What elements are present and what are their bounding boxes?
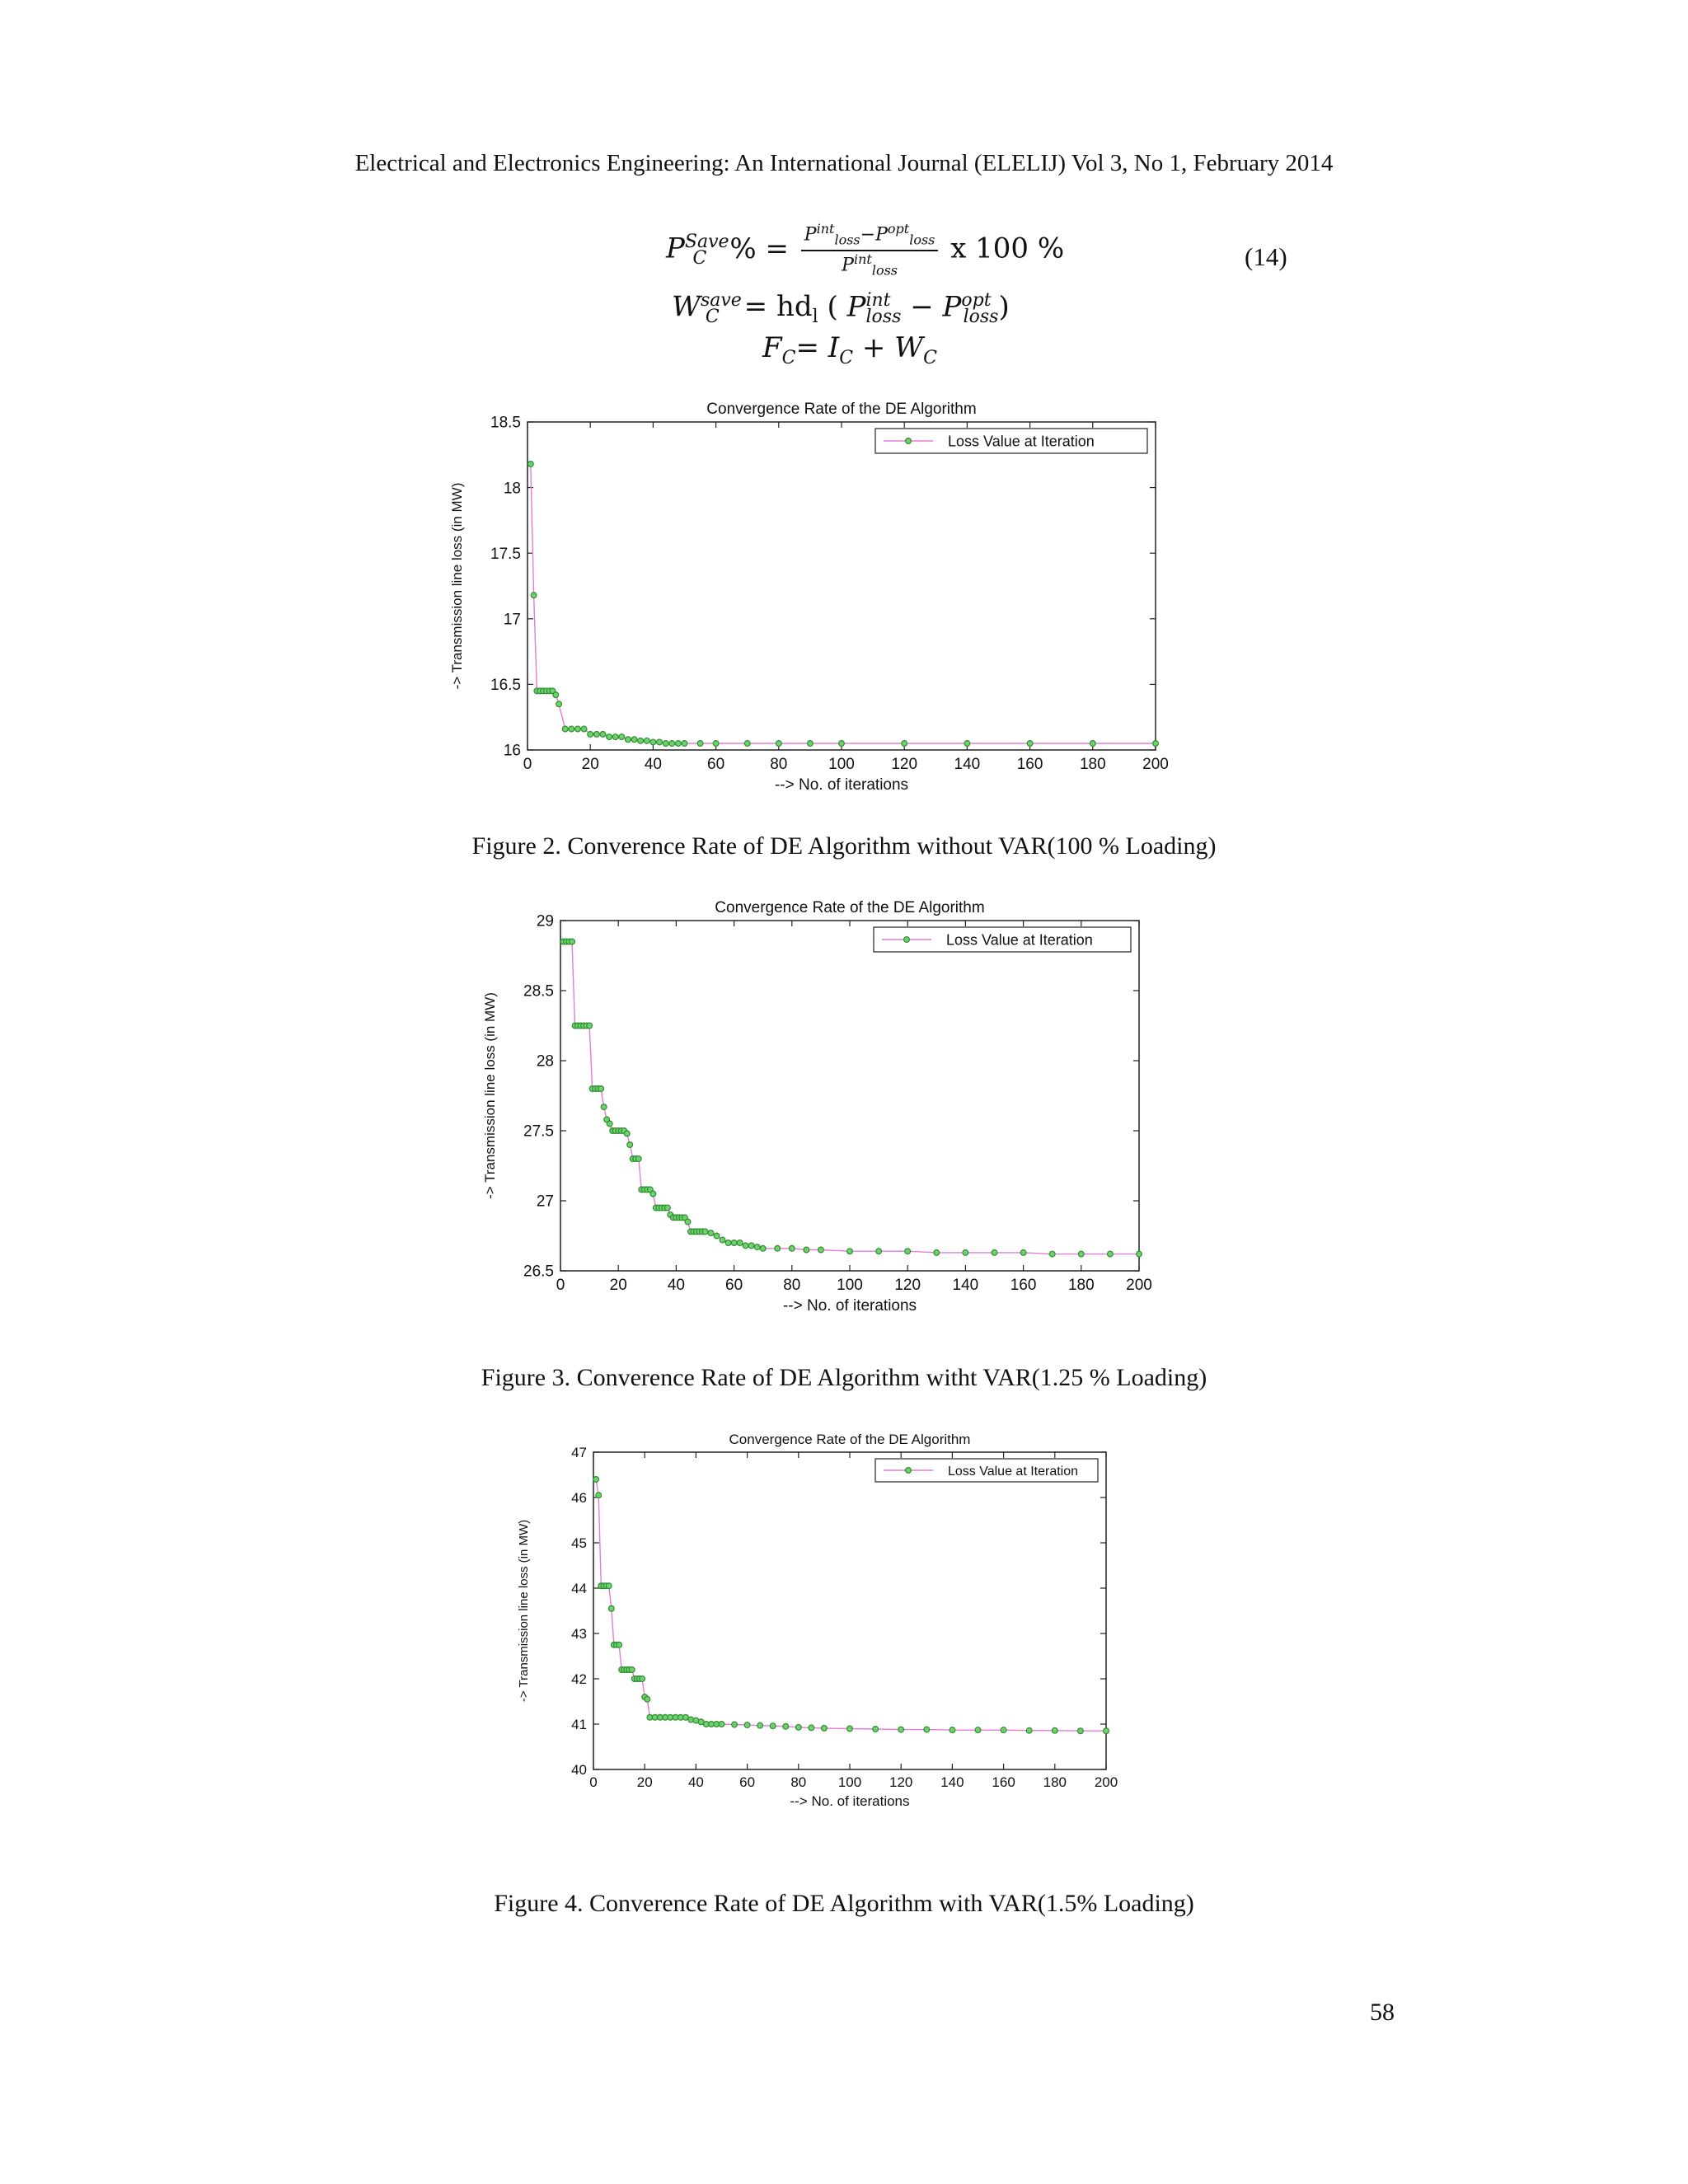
data-point [626,737,631,743]
legend-label: Loss Value at Iteration [946,931,1093,949]
data-point [1090,741,1095,747]
legend-label: Loss Value at Iteration [948,433,1095,450]
y-tick-label: 16.5 [490,677,521,695]
y-tick-label: 18.5 [490,414,521,432]
eq-superscript: int [853,251,872,267]
legend-marker-swatch [904,937,910,943]
equation-line-3 [762,331,937,368]
eq-operator: = [795,331,819,364]
x-tick-label: 60 [739,1774,756,1790]
data-point [644,738,649,743]
data-point [719,1722,724,1727]
data-point [804,1247,809,1253]
data-point [702,1229,708,1235]
y-tick-label: 17.5 [490,545,521,563]
y-tick-label: 43 [571,1625,587,1642]
data-point [1027,741,1033,747]
eq-subscript: loss [963,307,999,328]
plot-frame [593,1452,1106,1769]
eq-fraction-numerator [801,223,939,251]
eq-symbol: P [666,232,685,265]
x-tick-label: 0 [556,1277,565,1294]
eq-symbol: W [672,290,701,324]
data-point [839,741,845,747]
data-point [562,726,568,732]
data-point [624,1131,630,1137]
eq-fraction-denominator [801,251,939,279]
data-point [669,741,675,747]
x-tick-label: 160 [1010,1277,1037,1294]
eq-fraction [801,223,939,278]
data-point [1026,1727,1032,1733]
x-tick-label: 160 [1016,756,1043,773]
data-point [809,1725,814,1731]
eq-superscript: opt [961,290,992,311]
data-point [1108,1251,1114,1257]
journal-header: Electrical and Electronics Engineering: An International Journal (ELELIJ) Vol 3, No 1, February 2014 [354,150,1334,176]
legend-marker-swatch [906,438,912,444]
y-axis-label: -> Transmission line loss (in MW) [517,1519,531,1703]
x-tick-label: 120 [889,1774,913,1790]
data-point [640,1676,645,1682]
data-point [1137,1251,1142,1257]
figure-4-caption: Figure 4. Converence Rate of DE Algorithm with VAR(1.5% Loading) [494,1890,1194,1917]
data-point [600,731,606,737]
eq-subscript: loss [871,262,898,279]
eq-superscript: Save [684,232,729,253]
eq-subscript: C [839,347,854,368]
data-point [588,731,593,737]
data-point [720,1237,725,1243]
data-point [1153,741,1159,747]
y-tick-label: 28.5 [523,982,554,1001]
x-tick-label: 0 [523,756,532,773]
eq-paren: ) [998,290,1010,324]
x-tick-label: 180 [1067,1277,1095,1294]
eq-multiplier: x 100 % [950,232,1065,265]
eq-paren: ( [827,290,838,324]
eq-symbol: P [842,254,854,275]
eq-subscript: C [781,347,796,368]
data-point [776,741,781,747]
eq-subscript: loss [909,232,935,248]
data-point [847,1726,853,1732]
data-point [992,1250,997,1256]
data-point [950,1727,955,1733]
x-tick-label: 160 [992,1774,1015,1790]
y-tick-label: 44 [571,1580,587,1596]
data-point [685,1219,691,1225]
data-point [575,726,581,732]
data-point [743,1243,748,1249]
x-tick-label: 40 [667,1277,685,1294]
data-point [744,741,750,747]
eq-subscript: C [692,248,707,269]
eq-superscript: int [816,221,835,237]
eq-symbol: P [875,224,888,246]
chart-figure-3 [478,894,1187,1323]
y-tick-label: 29 [536,912,554,930]
eq-symbol: F [762,331,782,364]
data-point [570,939,575,944]
chart-legend [875,1459,1098,1482]
data-point [657,739,663,745]
chart-legend [875,429,1147,453]
data-point [818,1247,824,1253]
data-point [744,1722,750,1728]
y-tick-label: 27 [536,1193,554,1211]
eq-symbol: I [828,331,840,364]
x-tick-label: 80 [783,1277,801,1294]
x-tick-label: 180 [1079,756,1106,773]
data-point [645,1696,650,1702]
y-tick-label: 40 [571,1761,587,1778]
data-point [789,1245,795,1251]
eq-operator: = hd [743,290,813,324]
data-point [638,738,644,743]
data-point [760,1245,766,1251]
y-tick-label: 47 [571,1444,587,1460]
eq-symbol: P [804,224,817,246]
data-point [675,741,681,747]
x-tick-label: 80 [790,1774,807,1790]
x-tick-label: 100 [837,1774,862,1790]
chart-title: Convergence Rate of the DE Algorithm [715,899,985,916]
data-point [822,1726,828,1732]
x-tick-label: 60 [707,756,725,773]
x-axis-label: --> No. of iterations [774,776,909,794]
data-point [664,1205,670,1211]
data-point [596,1493,602,1498]
data-point [631,737,637,743]
data-point [975,1727,981,1733]
figure-2-caption: Figure 2. Converence Rate of DE Algorithm without VAR(100 % Loading) [471,832,1217,860]
data-point [1001,1727,1006,1733]
data-point [1104,1728,1109,1734]
plot-frame [560,921,1139,1271]
data-point [607,1121,612,1127]
y-axis-label: -> Transmission line loss (in MW) [449,482,465,690]
data-point [754,1244,760,1250]
x-tick-label: 20 [636,1774,653,1790]
data-point [629,1667,635,1673]
data-point [1052,1727,1057,1733]
x-tick-label: 80 [770,756,788,773]
data-point [934,1250,940,1256]
x-axis-label: --> No. of iterations [790,1793,910,1809]
data-point [873,1727,879,1732]
data-point [714,1233,720,1239]
eq-operator: + [861,331,886,364]
data-point [627,1142,633,1148]
data-point [606,1583,612,1589]
eq-superscript: int [865,290,891,311]
y-tick-label: 42 [571,1671,587,1687]
chart-title: Convergence Rate of the DE Algorithm [729,1432,971,1447]
x-tick-label: 100 [837,1277,863,1294]
data-point [650,739,656,745]
chart-figure-4 [517,1426,1154,1821]
x-tick-label: 60 [725,1277,743,1294]
data-point [612,734,618,740]
data-point [663,741,668,747]
page-number: 58 [1370,1999,1395,2026]
data-point [697,741,703,747]
data-point [607,734,612,740]
x-tick-label: 140 [954,756,981,773]
data-point [569,726,574,732]
data-point [601,1104,607,1110]
x-tick-label: 140 [940,1774,964,1790]
data-point [905,1249,911,1254]
data-point [556,701,562,707]
x-tick-label: 20 [609,1277,627,1294]
data-point [783,1723,789,1729]
y-axis-label: -> Transmission line loss (in MW) [482,992,498,1199]
data-point [531,593,537,598]
data-point [732,1722,738,1727]
eq-operator: − [860,224,876,246]
data-point [847,1249,853,1254]
data-point [650,1191,656,1197]
plot-frame [528,422,1156,750]
data-point [876,1249,882,1254]
data-point [795,1724,801,1730]
x-axis-label: --> No. of iterations [782,1297,917,1315]
data-point [528,462,533,467]
data-point [770,1723,776,1729]
data-point [1078,1728,1084,1734]
eq-superscript: save [700,290,742,311]
y-tick-label: 45 [571,1535,587,1551]
eq-subscript: C [923,347,937,368]
x-tick-label: 40 [687,1774,704,1790]
data-point [964,741,970,747]
data-point [593,1477,599,1483]
data-point [635,1156,641,1162]
y-tick-label: 46 [571,1489,587,1506]
data-point [587,1023,593,1029]
equation-number: (14) [1245,242,1287,271]
x-tick-label: 0 [589,1774,598,1790]
equation-line-1 [666,223,1064,278]
y-tick-label: 18 [503,480,521,498]
data-point [1020,1250,1026,1256]
data-point [608,1605,614,1611]
x-tick-label: 180 [1043,1774,1067,1790]
x-tick-label: 40 [644,756,662,773]
eq-symbol: P [846,290,866,324]
eq-subscript: loss [865,307,902,328]
y-tick-label: 26.5 [523,1263,554,1281]
data-point [924,1727,930,1732]
legend-marker-swatch [906,1468,912,1474]
data-point [731,1240,737,1246]
data-point [619,734,625,740]
data-point [1078,1251,1084,1257]
eq-subscript: l [812,307,818,328]
data-point [902,741,907,747]
eq-subscript: C [705,307,720,328]
x-tick-label: 200 [1126,1277,1152,1294]
x-tick-label: 200 [1094,1774,1118,1790]
y-tick-label: 27.5 [523,1122,554,1141]
data-point [682,741,687,747]
data-point [757,1722,763,1728]
data-point [581,726,587,732]
eq-operator: − [910,290,934,324]
data-point [617,1642,622,1647]
legend-label: Loss Value at Iteration [948,1464,1079,1479]
eq-symbol: P [942,290,962,324]
data-point [898,1727,904,1732]
data-point [1049,1251,1055,1257]
eq-superscript: opt [887,221,910,237]
data-point [593,731,599,737]
x-tick-label: 120 [891,756,918,773]
y-tick-label: 17 [503,611,521,629]
x-tick-label: 20 [581,756,599,773]
data-point [713,741,719,747]
equation-line-2 [672,290,1010,327]
data-point [598,1086,604,1092]
data-point [708,1230,714,1236]
data-point [775,1245,781,1251]
x-tick-label: 140 [952,1277,979,1294]
eq-symbol: W [894,331,924,364]
x-tick-label: 120 [894,1277,921,1294]
y-tick-label: 16 [503,742,521,760]
data-point [737,1240,743,1246]
x-tick-label: 200 [1142,756,1169,773]
chart-legend [874,927,1131,952]
figure-3-caption: Figure 3. Converence Rate of DE Algorithm witht VAR(1.25 % Loading) [481,1364,1207,1391]
eq-operator: % = [729,232,789,265]
data-point [963,1250,968,1256]
data-point [725,1240,731,1246]
x-tick-label: 100 [828,756,855,773]
chart-figure-2 [445,396,1203,799]
data-point [808,741,814,747]
y-tick-label: 41 [571,1716,587,1732]
data-point [553,692,559,698]
y-tick-label: 28 [536,1052,554,1071]
eq-subscript: loss [834,232,860,248]
data-point [748,1243,754,1249]
chart-title: Convergence Rate of the DE Algorithm [706,401,977,418]
